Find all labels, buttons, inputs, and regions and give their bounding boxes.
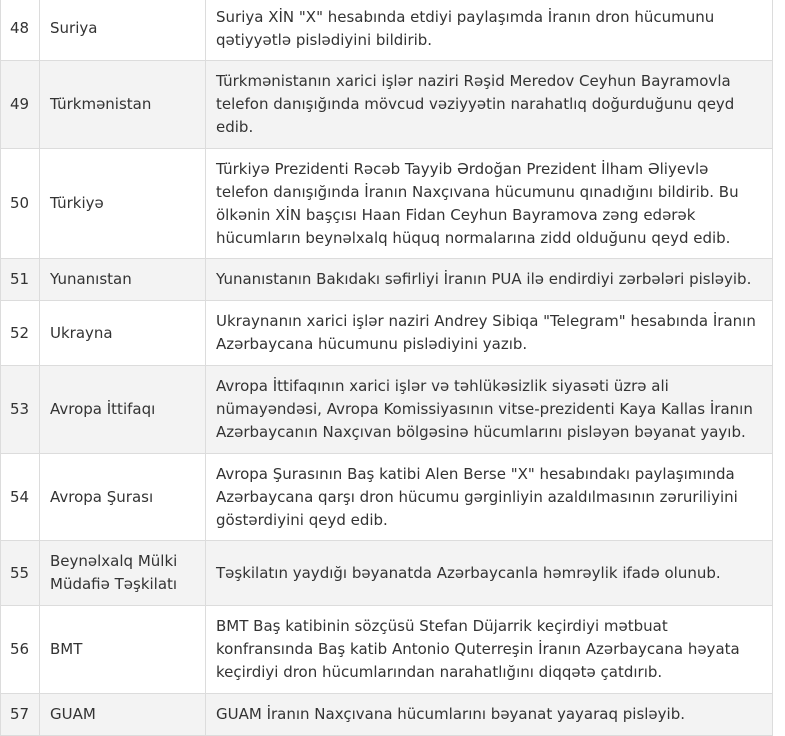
reaction-text: Türkmənistanın xarici işlər naziri Rəşid Meredov Ceyhun Bayramovla telefon danışığında mövcud vəziyyətin narahatlıq doğurduğunu qeyd edib.	[206, 61, 773, 149]
reaction-text: Ukraynanın xarici işlər naziri Andrey Sibiqa "Telegram" hesabında İranın Azərbaycana hücumunu pislədiyini yazıb.	[206, 301, 773, 366]
row-number: 56	[1, 606, 40, 694]
table-row	[1, 61, 773, 149]
reaction-text: Avropa İttifaqının xarici işlər və təhlükəsizlik siyasəti üzrə ali nümayəndəsi, Avropa Komissiyasının vitse-prezidenti Kaya Kallas İranın Azərbaycanın Naxçıvan bölgəsinə hücumlarını pisləyən bəyanat yayıb.	[206, 366, 773, 454]
country-name: BMT	[40, 606, 206, 694]
table-row	[1, 0, 773, 61]
reaction-text: Türkiyə Prezidenti Rəcəb Tayyib Ərdoğan Prezident İlham Əliyevlə telefon danışığında İranın Naxçıvana hücumunu qınadığını bildirib. Bu ölkənin XİN başçısı Haan Fidan Ceyhun Bayramova zəng edərək hücumların beynəlxalq hüquq normalarına zidd olduğunu qeyd edib.	[206, 149, 773, 259]
reaction-text: BMT Baş katibinin sözçüsü Stefan Düjarrik keçirdiyi mətbuat konfransında Baş katib Antonio Quterreşin İranın Azərbaycana həyata keçirdiyi dron hücumlarından narahatlığını diqqətə çatdırıb.	[206, 606, 773, 694]
country-name: Avropa Şurası	[40, 454, 206, 541]
row-number: 51	[1, 259, 40, 301]
country-name: Avropa İttifaqı	[40, 366, 206, 454]
reaction-text: Yunanıstanın Bakıdakı səfirliyi İranın PUA ilə endirdiyi zərbələri pisləyib.	[206, 259, 773, 301]
reaction-text: GUAM İranın Naxçıvana hücumlarını bəyanat yayaraq pisləyib.	[206, 694, 773, 736]
reaction-text: Avropa Şurasının Baş katibi Alen Berse "X" hesabındakı paylaşımında Azərbaycana qarşı dron hücumu gərginliyin azaldılmasının zəruriliyini göstərdiyini qeyd edib.	[206, 454, 773, 541]
table-row	[1, 301, 773, 366]
table-row	[1, 366, 773, 454]
row-number: 57	[1, 694, 40, 736]
table-row	[1, 259, 773, 301]
row-number: 55	[1, 541, 40, 606]
row-number: 52	[1, 301, 40, 366]
country-name: Beynəlxalq Mülki Müdafiə Təşkilatı	[40, 541, 206, 606]
reaction-text: Suriya XİN "X" hesabında etdiyi paylaşımda İranın dron hücumunu qətiyyətlə pislədiyini bildirib.	[206, 0, 773, 61]
table-row	[1, 149, 773, 259]
table-row	[1, 541, 773, 606]
country-name: Yunanıstan	[40, 259, 206, 301]
row-number: 49	[1, 61, 40, 149]
reaction-text: Təşkilatın yaydığı bəyanatda Azərbaycanla həmrəylik ifadə olunub.	[206, 541, 773, 606]
row-number: 53	[1, 366, 40, 454]
country-name: Suriya	[40, 0, 206, 61]
table-row	[1, 454, 773, 541]
country-name: GUAM	[40, 694, 206, 736]
row-number: 50	[1, 149, 40, 259]
country-name: Türkiyə	[40, 149, 206, 259]
country-name: Ukrayna	[40, 301, 206, 366]
table-row	[1, 606, 773, 694]
row-number: 48	[1, 0, 40, 61]
country-name: Türkmənistan	[40, 61, 206, 149]
row-number: 54	[1, 454, 40, 541]
table-row	[1, 694, 773, 736]
